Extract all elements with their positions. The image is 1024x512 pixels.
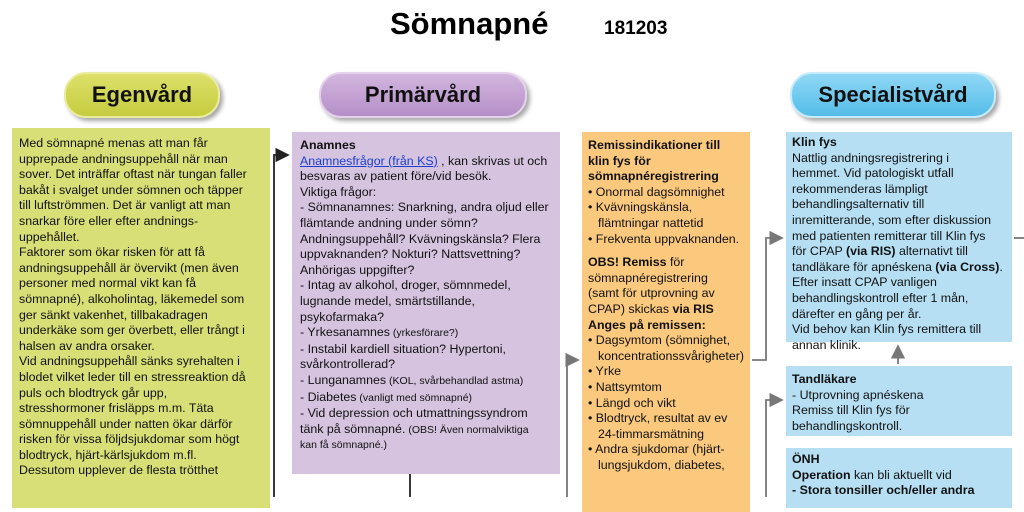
egenvard-line: sover. Det inträffar oftast när tungan faller [19,167,247,182]
anamnes-q3-0: - Instabil kardiell situation? Hypertoni, [300,341,506,356]
onh-box [786,448,1012,508]
anamnes-questions-link[interactable]: Anamnesfrågor (från KS) [300,153,438,168]
klinfys-cpap-post: alternativt till [895,244,968,259]
egenvard-line: snarkar före eller efter andnings- [19,213,199,228]
remiss-bullet1-0: • Onormal dagsömnighet [588,184,725,199]
anamnes-q3-1: svårkontrollerad? [300,357,396,372]
anamnes-lunga-note: (KOL, svårbehandlad astma) [386,374,524,387]
egenvard-line: halsen av andra orsaker. [19,338,155,353]
egenvard-line: upprepade andningsuppehåll när man [19,151,228,166]
remiss-heading-2: sömnapnéregistrering [588,169,719,184]
remiss-bullet2-1: koncentrationssvårigheter) [598,348,745,363]
anamnes-line2: besvaras av patient före/vid besök. [300,169,492,184]
egenvard-line: Vid andningsuppehåll sänks syrehalten i [19,354,240,369]
egenvard-line: uppehållet. [19,229,80,244]
klinfys-heading: Klin fys [792,135,837,149]
tandlakare-box [786,366,1012,436]
remiss-bullet1-1: • Kvävningskänsla, [588,200,693,215]
anamnes-box [292,132,560,474]
page-title: Sömnapné [390,6,549,41]
arrow-to-remiss [567,360,578,497]
egenvard-line: andningsuppehåll är övervikt (men även [19,260,239,275]
egenvard-line: blodtryck, hjärt-kärlsjukdom m.fl. [19,447,197,462]
egenvard-line: personer med normal vikt kan få [19,276,196,291]
anamnes-q1-5: - Intag av alkohol, droger, sömnmedel, [300,278,511,293]
egenvard-line: Faktorer som ökar risken för att få [19,245,205,260]
anamnes-q1-1: flämtande andning under sömn? [300,215,478,230]
arrow-to-klinfys [752,238,782,360]
anamnes-q1-4: Anhörigas uppgifter? [300,262,415,277]
onh-operation-tail: kan bli aktuellt vid [850,467,952,482]
tandlakare-line-2: behandlingskontroll. [792,418,903,433]
anamnes-q1-2: Andningsuppehåll? Kvävningskänsla? Flera [300,231,541,246]
remiss-bullet2-0: • Dagsymtom (sömnighet, [588,333,731,348]
document-code: 181203 [604,18,668,39]
primarvard-header: Primärvård [319,72,527,118]
klinfys-line2-0: Efter insatt CPAP vanligen [792,275,937,290]
egenvard-line: puls och blodtryck går upp, [19,385,168,400]
klinfys-tand-post: . [999,259,1003,274]
remiss-bullet2-2: • Yrke [588,364,622,379]
anamnes-diabetes: - Diabetes [300,389,357,404]
egenvard-line: sömnapné), alkoholintag, läkemedel som [19,291,245,306]
klinfys-box [786,132,1012,352]
remiss-bullet2-4: • Längd och vikt [588,395,676,410]
klinfys-line-1: hemmet. Vid patologiskt utfall [792,166,954,181]
klinfys-line2-3: Vid behov kan Klin fys remittera till [792,322,982,337]
egenvard-line: sömnuppehåll under natten ökar därför [19,416,233,431]
anamnes-q6b-note: (OBS! Även normalviktiga [405,423,529,436]
egenvard-line: underkäke som ger överbett, eller trångt i [19,323,245,338]
egenvard-line: Med sömnapné menas att man får [19,136,208,150]
anamnes-q1-3: uppvaknanden? Nokturi? Nattsvettning? [300,247,521,262]
tandlakare-line-1: Remiss till Klin fys för [792,403,910,418]
egenvard-line: bakåt i svalget under sömnen och täpper [19,182,243,197]
remiss-bullet1-3: • Frekventa uppvaknanden. [588,231,740,246]
remiss-obs-tail: för [666,255,685,270]
egenvard-line: risken för vissa följdsjukdomar som högt [19,432,240,447]
tandlakare-line-0: - Utprovning apnéskena [792,387,924,402]
remiss-bullet2-7: • Andra sjukdomar (hjärt- [588,442,725,457]
egenvard-line: blodet vilket leder till en stressreaktion då [19,369,246,384]
egenvard-line: stresshormoner frisläpps m.m. Täta [19,401,214,416]
remiss-cpap-via: via RIS [672,301,714,316]
klinfys-line-2: rekommenderas lämpligt [792,181,928,196]
arrow-to-tandlakare [766,400,782,497]
klinfys-line-0: Nattlig andningsregistrering i [792,150,950,165]
remiss-obs-line-0: sömnapnéregistrering [588,270,708,285]
klinfys-line-5: med patienten remitterar till Klin fys [792,228,986,243]
egenvard-text [19,136,262,479]
onh-heading: ÖNH [792,452,820,466]
egenvard-line: Dessutom upplever de flesta trötthet [19,463,219,478]
klinfys-tand-pre: tandläkare för apnéskena [792,259,936,274]
klinfys-line2-2: därefter en gång per år. [792,306,922,321]
anamnes-q6: - Vid depression och utmattningssyndrom [300,406,528,421]
remiss-box [582,132,750,512]
onh-last-line: - Stora tonsiller och/eller andra [792,483,975,498]
anamnes-yrke-note: (yrkesförare?) [390,327,459,340]
anamnes-lunga: - Lunganamnes [300,372,387,387]
klinfys-line2-4: annan klinik. [792,337,861,352]
remiss-bullet2-8: lungsjukdom, diabetes, [598,457,725,472]
anamnes-q1-7: psykofarmaka? [300,309,385,324]
klinfys-line-3: behandlingsalternativ till [792,197,925,212]
klinfys-tand-via: (via Cross) [935,259,1000,274]
remiss-obs: OBS! Remiss [588,255,667,270]
remiss-anges: Anges på remissen: [588,317,706,332]
anamnes-q1-6: lugnande medel, smärtstillande, [300,293,475,308]
anamnes-line3: Viktiga frågor: [300,184,377,199]
remiss-bullet2-6: 24-timmarsmätning [598,426,705,441]
remiss-heading-0: Remissindikationer till [588,138,721,152]
remiss-obs-line-1: (samt för utprovning av [588,286,715,301]
remiss-cpap: CPAP) skickas [588,301,673,316]
remiss-bullet2-5: • Blodtryck, resultat av ev [588,411,728,426]
egenvard-line: ger sänkt vakenhet, tillbakadragen [19,307,208,322]
remiss-bullet1-2: flämtningar nattetid [598,215,704,230]
remiss-bullet2-3: • Nattsymtom [588,379,662,394]
egenvard-header: Egenvård [64,72,220,118]
egenvard-box [12,128,270,508]
anamnes-q6b: tänk på sömnapné. [300,421,406,436]
anamnes-heading: Anamnes [300,138,356,152]
klinfys-line-4: inremitterande, som efter diskussion [792,212,992,227]
klinfys-cpap-pre: för CPAP [792,244,846,259]
specialistvard-header: Specialistvård [790,72,996,118]
anamnes-q1-0: - Sömnanamnes: Snarkning, andra oljud eller [300,200,549,215]
onh-operation: Operation [792,467,851,482]
tandlakare-heading: Tandläkare [792,372,857,386]
remiss-heading-1: klin fys för [588,153,651,168]
anamnes-q6c-note: kan få sömnapné.) [300,439,387,452]
egenvard-line: till luftströmmen. Det är vanligt att man [19,198,231,213]
arrow-to-anamnes [274,155,288,497]
anamnes-yrke: - Yrkesanamnes [300,325,390,340]
anamnes-diabetes-note: (vanligt med sömnapné) [356,391,473,404]
klinfys-line2-1: behandlingskontroll efter 1 mån, [792,290,969,305]
anamnes-link-tail: , kan skrivas ut och [437,153,548,168]
klinfys-cpap-via: (via RIS) [845,244,896,259]
